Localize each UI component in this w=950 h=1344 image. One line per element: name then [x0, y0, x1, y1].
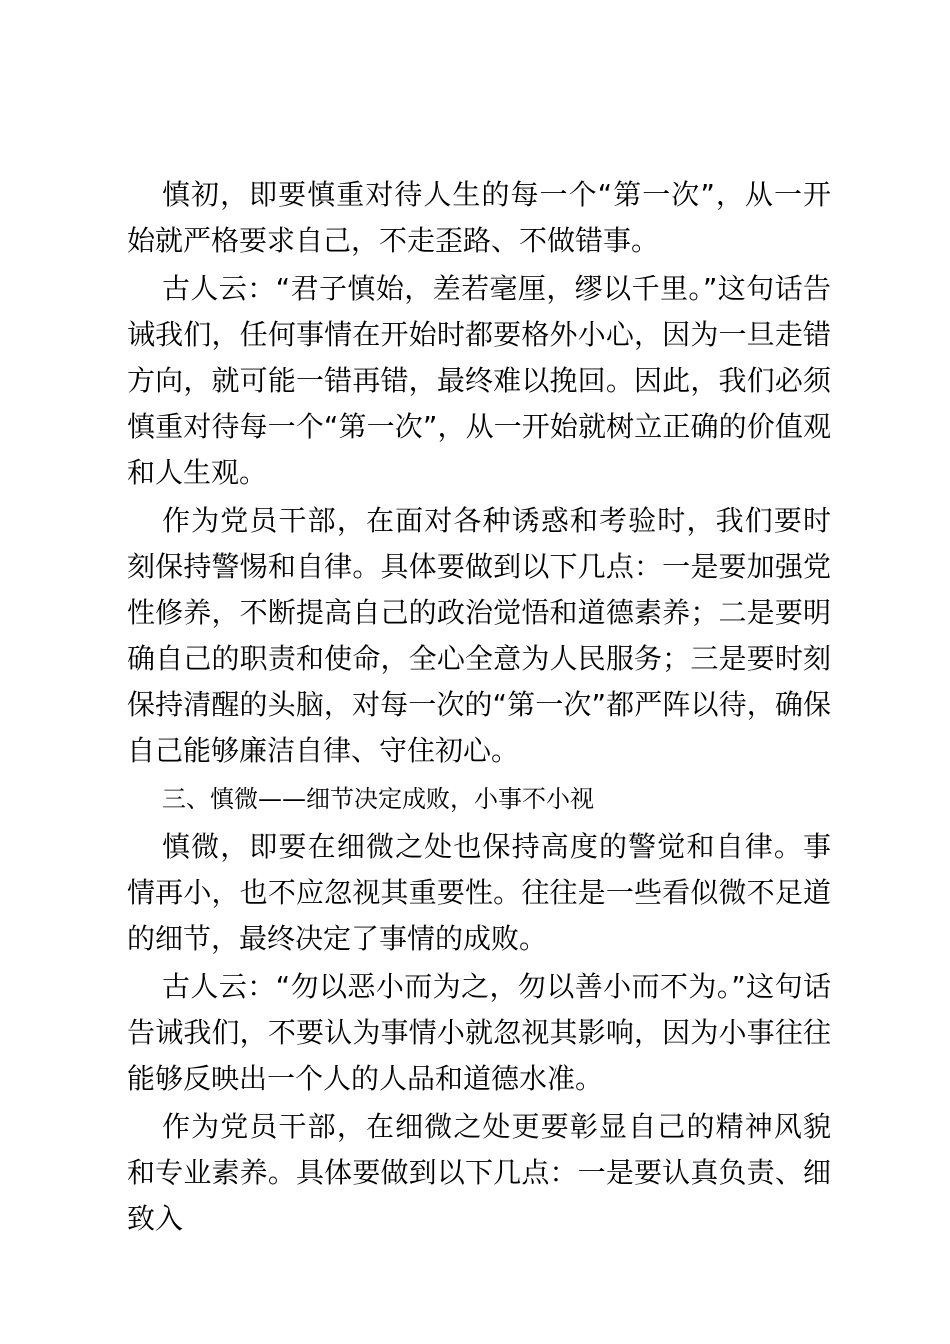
paragraph-quote-wu-yi: 古人云：“勿以恶小而为之，勿以善小而不为。”这句话告诫我们，不要认为事情小就忽视其影响，因为小事往往能够反映出一个人的人品和道德水准。 [127, 970, 831, 1095]
paragraph-party-cadre-details: 作为党员干部，在细微之处更要彰显自己的精神风貌和专业素养。具体要做到以下几点：一是要认真负责、细致入 [127, 1110, 831, 1235]
section-heading: 三、慎微——细节决定成败，小事不小视 [162, 785, 594, 813]
paragraph-shen-chu: 慎初，即要慎重对待人生的每一个“第一次”，从一开始就严格要求自己，不走歪路、不做错事。 [127, 178, 831, 257]
paragraph-party-cadre-first: 作为党员干部，在面对各种诱惑和考验时，我们要时刻保持警惕和自律。具体要做到以下几点：一是要加强党性修养，不断提高自己的政治觉悟和道德素养；二是要明确自己的职责和使命，全心全意为人民服务；三是要时刻保持清醒的头脑，对每一次的“第一次”都严阵以待，确保自己能够廉洁自律、守住初心。 [127, 504, 831, 767]
document-body [127, 172, 831, 1242]
paragraph-shen-wei: 慎微，即要在细微之处也保持高度的警觉和自律。事情再小，也不应忽视其重要性。往往是一些看似微不足道的细节，最终决定了事情的成败。 [127, 830, 831, 955]
paragraph-quote-jun-zi: 古人云：“君子慎始，差若毫厘，缪以千里。”这句话告诫我们，任何事情在开始时都要格外小心，因为一旦走错方向，就可能一错再错，最终难以挽回。因此，我们必须慎重对待每一个“第一次”，从一开始就树立正确的价值观和人生观。 [127, 272, 831, 489]
